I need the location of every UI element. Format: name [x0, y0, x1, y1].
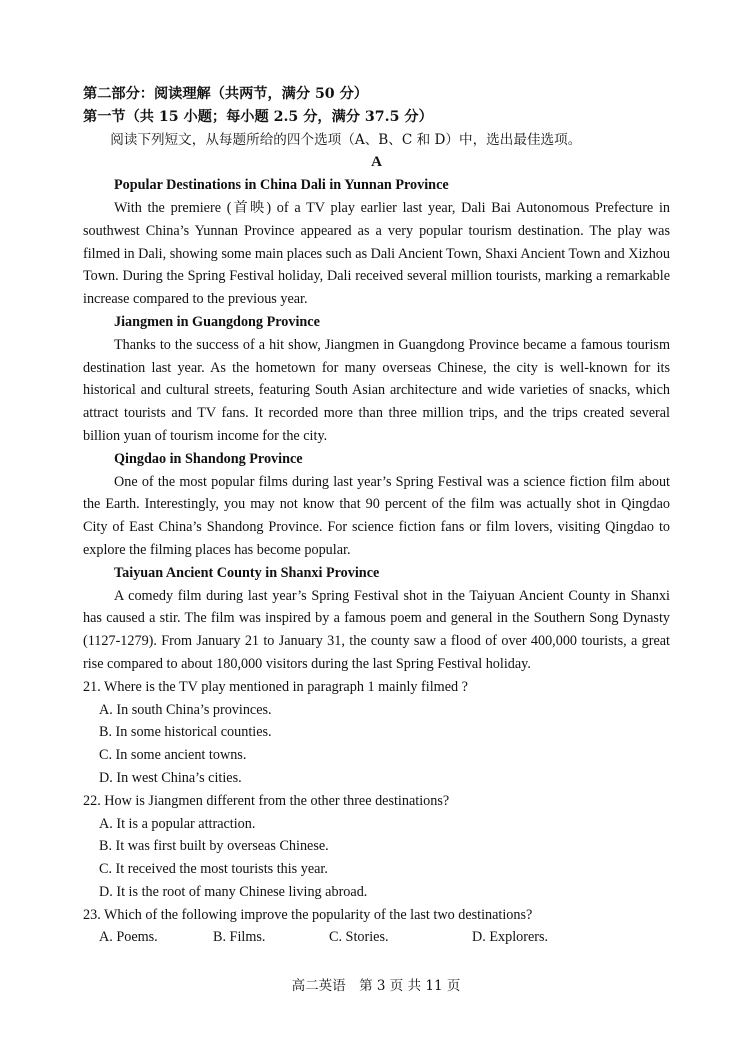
question-stem: 22. How is Jiangmen different from the other three destinations?	[83, 792, 450, 809]
option-b: B. In some historical counties.	[99, 724, 272, 741]
option-d: D. It is the root of many Chinese living abroad.	[99, 883, 368, 900]
question-21	[83, 676, 670, 790]
option-row	[83, 926, 670, 949]
passage-subtitle: Taiyuan Ancient County in Shanxi Province	[114, 564, 380, 581]
option-a: A. In south China’s provinces.	[99, 701, 272, 718]
exam-page	[83, 83, 670, 949]
passage-label: A	[371, 154, 382, 171]
question-22	[83, 790, 670, 904]
page-footer: 高二英语 第 3 页 共 11 页	[291, 978, 461, 994]
option-b: B. Films.	[213, 929, 266, 946]
option-a: A. Poems.	[99, 929, 158, 946]
option-c: C. It received the most tourists this year.	[99, 861, 328, 878]
passage-paragraph: With the premiere (首映) of a TV play earlier last year, Dali Bai Autonomous Prefecture in southwest China’s Yunnan Province appeared as a very popular tourism destination. The play was filmed in Dali, showing some main places such as Dali Ancient Town, Shaxi Ancient Town and Xizhou Town. During the Spring Festival holiday, Dali received several million tourists, marking a remarkable increase compared to the previous year.	[83, 199, 670, 308]
passage-subtitle: Jiangmen in Guangdong Province	[114, 313, 320, 330]
option-d: D. In west China’s cities.	[99, 769, 242, 786]
passage-subtitle: Qingdao in Shandong Province	[114, 450, 303, 467]
question-23	[83, 904, 670, 950]
option-a: A. It is a popular attraction.	[99, 815, 256, 832]
passage-paragraph: A comedy film during last year’s Spring Festival shot in the Taiyuan Ancient County in Shanxi has caused a stir. The film was inspired by a famous poem and general in the Southern Song Dynasty (1127-1279). From January 21 to January 31, the county saw a flood of over 400,000 tourists, a great rise compared to about 180,000 visitors during the last Spring Festival holiday.	[83, 587, 670, 672]
passage-block-taiyuan	[83, 562, 670, 676]
passage-block-dali	[83, 174, 670, 311]
option-c: C. In some ancient towns.	[99, 747, 247, 764]
option-b: B. It was first built by overseas Chinese.	[99, 838, 329, 855]
instruction: 阅读下列短文，从每题所给的四个选项（A、B、C 和 D）中，选出最佳选项。	[110, 131, 582, 148]
option-d: D. Explorers.	[472, 929, 549, 946]
subsection-title: 第一节（共 15 小题；每小题 2.5 分，满分 37.5 分）	[83, 108, 433, 125]
question-stem: 21. Where is the TV play mentioned in paragraph 1 mainly filmed ?	[83, 678, 468, 695]
passage-paragraph: Thanks to the success of a hit show, Jiangmen in Guangdong Province became a famous tourism destination last year. As the hometown for many overseas Chinese, the city is well-known for its historical and cultural streets, featuring South Asian architecture and wide varieties of snacks, which attract tourists and TV fans. It recorded more than three million trips, and the trips created several billion yuan of tourism income for the city.	[83, 336, 670, 444]
part-title: 第二部分：阅读理解（共两节，满分 50 分）	[83, 86, 368, 102]
option-c: C. Stories.	[329, 929, 389, 946]
passage-block-qingdao	[83, 448, 670, 562]
passage-paragraph: One of the most popular films during last year’s Spring Festival was a science fiction film about the Earth. Interestingly, you may not know that 90 percent of the film was actually shot in Qingdao City of East China’s Shandong Province. For science fiction fans or film lovers, visiting Qingdao to explore the filming places has become popular.	[83, 473, 670, 558]
passage-subtitle: Popular Destinations in China Dali in Yunnan Province	[114, 177, 449, 194]
question-stem: 23. Which of the following improve the popularity of the last two destinations?	[83, 906, 533, 923]
passage-block-jiangmen	[83, 311, 670, 448]
